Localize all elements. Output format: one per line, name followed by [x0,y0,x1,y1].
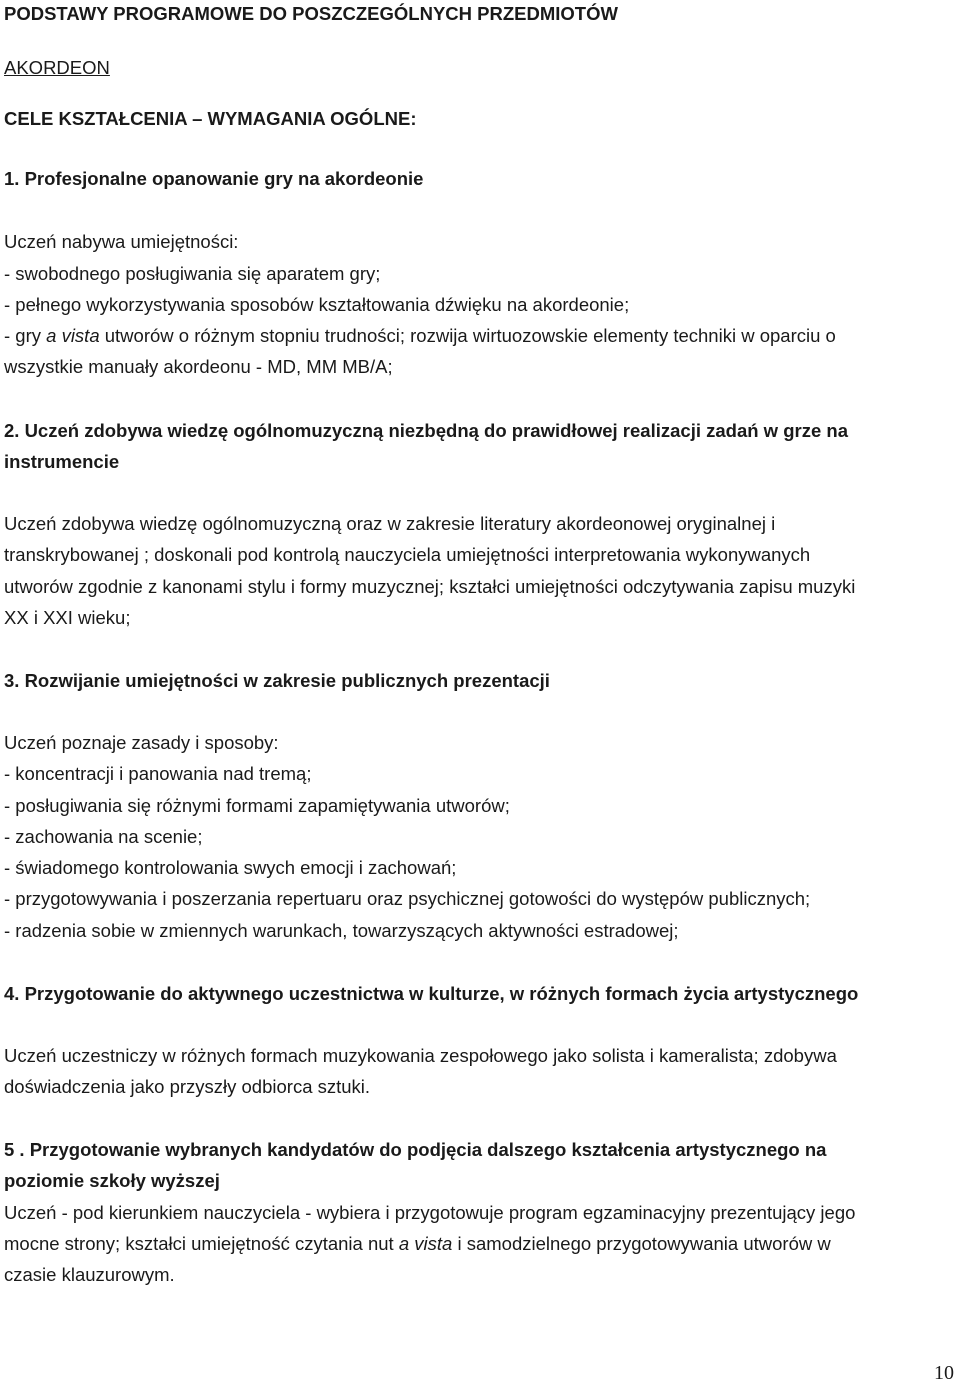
section-4-paragraph: doświadczenia jako przyszły odbiorca sztuki. [4,1076,371,1097]
section-1-item: - pełnego wykorzystywania sposobów kształtowania dźwięku na akordeonie; [4,294,630,315]
section-2-heading: 2. Uczeń zdobywa wiedzę ogólnomuzyczną niezbędną do prawidłowej realizacji zadań w grze na [4,420,848,441]
text-run: i samodzielnego przygotowywania utworów w [452,1233,831,1254]
text-run: utworów o różnym stopniu trudności; rozwija wirtuozowskie elementy techniki w oparciu o [99,325,836,346]
text-run: mocne strony; kształci umiejętność czytania nut [4,1233,399,1254]
section-1-item-continuation: wszystkie manuały akordeonu - MD, MM MB/A; [4,356,393,377]
section-5-paragraph: czasie klauzurowym. [4,1264,175,1285]
section-2-paragraph: Uczeń zdobywa wiedzę ogólnomuzyczną oraz w zakresie literatury akordeonowej oryginalnej i [4,513,776,534]
page-title: PODSTAWY PROGRAMOWE DO POSZCZEGÓLNYCH PRZEDMIOTÓW [4,3,618,24]
subject-heading: AKORDEON [4,57,110,78]
section-1-item: - swobodnego posługiwania się aparatem gry; [4,263,381,284]
section-1-item [4,324,836,348]
section-3-item: - zachowania na scenie; [4,826,203,847]
italic-term: a vista [46,325,100,346]
section-1-intro: Uczeń nabywa umiejętności: [4,231,239,252]
section-2-paragraph: transkrybowanej ; doskonali pod kontrolą nauczyciela umiejętności interpretowania wykonywanych [4,544,811,565]
italic-term: a vista [398,1233,453,1254]
section-heading: CELE KSZTAŁCENIA – WYMAGANIA OGÓLNE: [4,108,417,129]
section-3-intro: Uczeń poznaje zasady i sposoby: [4,732,279,753]
section-5-paragraph: Uczeń - pod kierunkiem nauczyciela - wybiera i przygotowuje program egzaminacyjny prezentujący jego [4,1202,856,1223]
section-1-heading: 1. Profesjonalne opanowanie gry na akordeonie [4,168,424,189]
section-3-heading: 3. Rozwijanie umiejętności w zakresie publicznych prezentacji [4,670,550,691]
section-2-paragraph: utworów zgodnie z kanonami stylu i formy muzycznej; kształci umiejętności odczytywania zapisu muzyki [4,576,856,597]
section-5-heading-continuation: poziomie szkoły wyższej [4,1170,220,1191]
section-2-heading-continuation: instrumencie [4,451,120,472]
section-3-item: - koncentracji i panowania nad tremą; [4,763,312,784]
section-3-item: - świadomego kontrolowania swych emocji i zachowań; [4,857,457,878]
section-4-paragraph: Uczeń uczestniczy w różnych formach muzykowania zespołowego jako solista i kameralista; zdobywa [4,1045,837,1066]
text-run: - gry [4,325,47,346]
section-3-item: - posługiwania się różnymi formami zapamiętywania utworów; [4,795,510,816]
section-5-heading: 5 . Przygotowanie wybranych kandydatów do podjęcia dalszego kształcenia artystycznego na [4,1139,827,1160]
section-4-heading: 4. Przygotowanie do aktywnego uczestnictwa w kulturze, w różnych formach życia artystycznego [4,983,859,1004]
section-3-item: - przygotowywania i poszerzania repertuaru oraz psychicznej gotowości do występów publicznych; [4,888,811,909]
section-2-paragraph: XX i XXI wieku; [4,607,131,628]
section-5-paragraph [4,1232,831,1256]
section-3-item: - radzenia sobie w zmiennych warunkach, towarzyszących aktywności estradowej; [4,920,679,941]
page-number: 10 [934,1362,954,1384]
